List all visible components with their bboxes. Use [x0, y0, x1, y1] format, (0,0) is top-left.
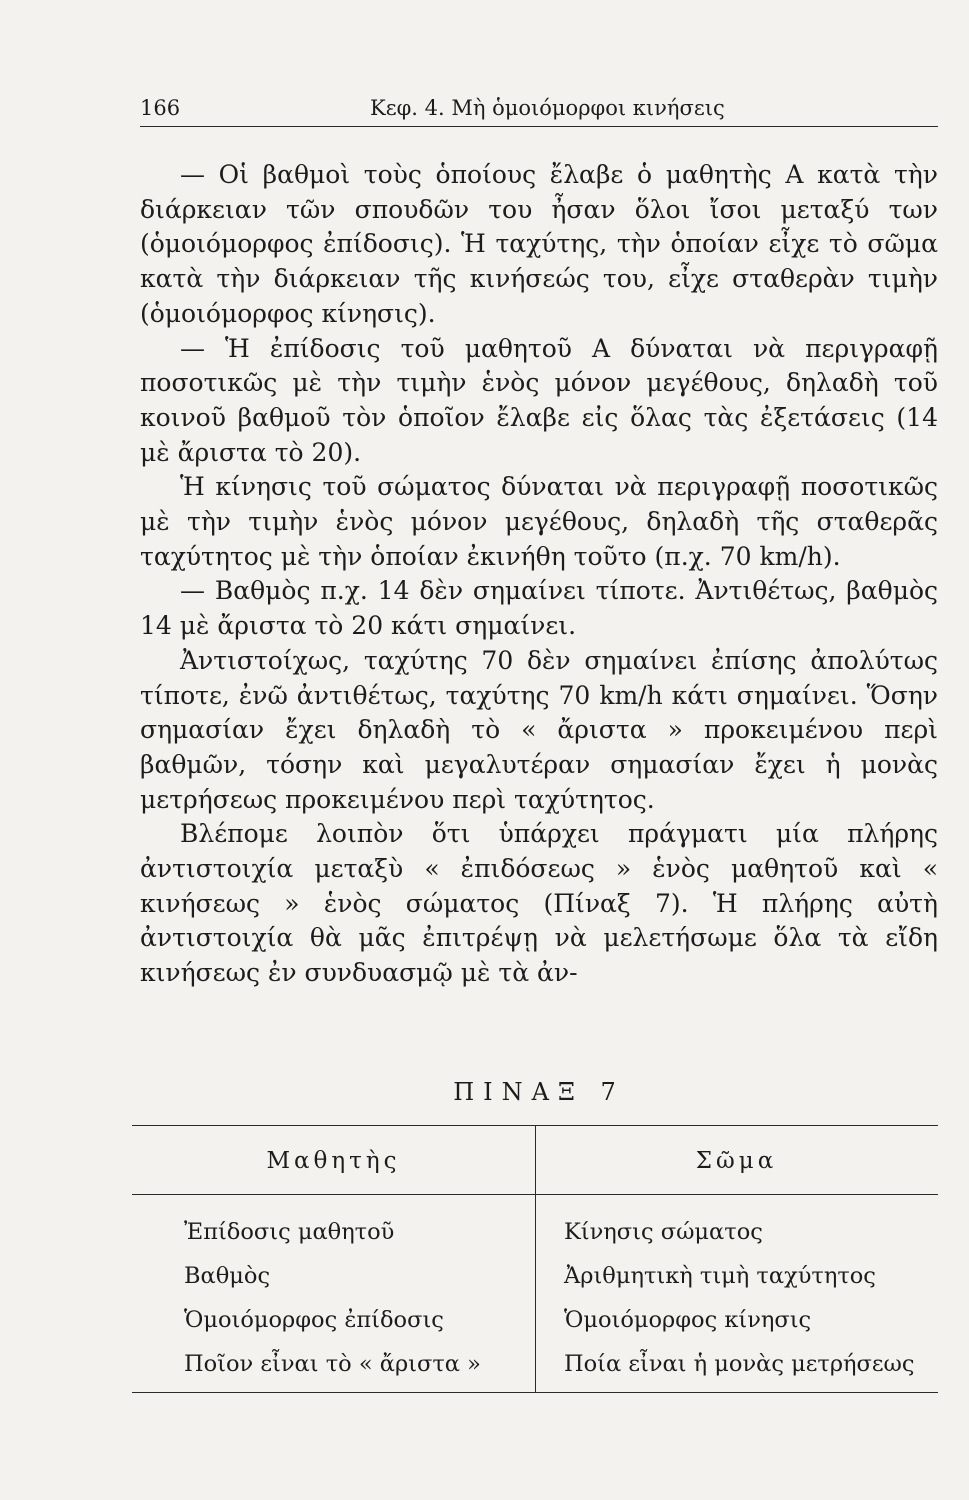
paragraph-block-1: [140, 158, 938, 991]
header-separator: [132, 1194, 938, 1195]
table-cell: Κίνησις σώματος: [564, 1219, 763, 1245]
paragraph: Ἡ κίνησις τοῦ σώματος δύναται νὰ περιγραφῇ ποσοτικῶς μὲ τὴν τιμὴν ἑνὸς μόνον μεγέθους, δηλαδὴ τῆς σταθερᾶς ταχύτητος μὲ τὴν ὁποίαν ἐκινήθη τοῦτο (π.χ. 70 km/h).: [140, 472, 938, 571]
paragraph: — Βαθμὸς π.χ. 14 δὲν σημαίνει τίποτε. Ἀντιθέτως, βαθμὸς 14 μὲ ἄριστα τὸ 20 κάτι σημαίνει.: [140, 576, 938, 641]
table-cell: Ποῖον εἶναι τὸ « ἄριστα »: [184, 1351, 481, 1377]
table-cell: Ἀριθμητικὴ τιμὴ ταχύτητος: [564, 1263, 876, 1289]
table-title: ΠΙΝΑΞ 7: [453, 1078, 625, 1106]
paragraph: Ἀντιστοίχως, ταχύτης 70 δὲν σημαίνει ἐπίσης ἀπολύτως τίποτε, ἐνῶ ἀντιθέτως, ταχύτης 70 km/h κάτι σημαίνει. Ὅσην σημασίαν ἔχει δηλαδὴ τὸ « ἄριστα » προκειμένου περὶ βαθμῶν, τόσην καὶ μεγαλυτέραν σημασίαν ἔχει ἡ μονὰς μετρήσεως προκειμένου περὶ ταχύτητος.: [140, 645, 938, 814]
table-column-body: [564, 1210, 915, 1386]
running-title: Κεφ. 4. Μὴ ὁμοιόμορφοι κινήσεις: [370, 96, 725, 120]
table-cell: Ἐπίδοσις μαθητοῦ: [184, 1219, 395, 1245]
table-cell: Βαθμὸς: [184, 1263, 271, 1289]
table-cell: Ποία εἶναι ἡ μονὰς μετρήσεως: [564, 1351, 915, 1377]
page-header: [140, 96, 938, 127]
page-number: 166: [140, 96, 181, 120]
paragraph: — Ἡ ἐπίδοσις τοῦ μαθητοῦ Α δύναται νὰ περιγραφῇ ποσοτικῶς μὲ τὴν τιμὴν ἑνὸς μόνον μεγέθους, δηλαδὴ τοῦ κοινοῦ βαθμοῦ τὸν ὁποῖον ἔλαβε εἰς ὅλας τὰς ἐξετάσεις (14 μὲ ἄριστα τὸ 20).: [140, 333, 938, 467]
table-cell: Ὁμοιόμορφος κίνησις: [564, 1307, 812, 1333]
paragraph: Βλέπομε λοιπὸν ὅτι ὑπάρχει πράγματι μία πλήρης ἀντιστοιχία μεταξὺ « ἐπιδόσεως » ἑνὸς μαθητοῦ καὶ « κινήσεως » ἑνὸς σώματος (Πίναξ 7). Ἡ πλήρης αὐτὴ ἀντιστοιχία θὰ μᾶς ἐπιτρέψῃ νὰ μελετήσωμε ὅλα τὰ εἴδη κινήσεως ἐν συνδυασμῷ μὲ τὰ ἀν-: [140, 819, 938, 988]
table-header-body: Σῶμα: [695, 1148, 778, 1174]
paragraph: — Οἱ βαθμοὶ τοὺς ὁποίους ἔλαβε ὁ μαθητὴς Α κατὰ τὴν διάρκειαν τῶν σπουδῶν του ἦσαν ὅλοι ἴσοι μεταξύ των (ὁμοιόμορφος ἐπίδοσις). Ἡ ταχύτης, τὴν ὁποίαν εἶχε τὸ σῶμα κατὰ τὴν διάρκειαν τῆς κινήσεώς του, εἶχε σταθερὰν τιμὴν (ὁμοιόμορφος κίνησις).: [140, 160, 938, 328]
comparison-table: [132, 1125, 938, 1393]
table-cell: Ὁμοιόμορφος ἐπίδοσις: [184, 1307, 444, 1333]
table-column-student: [184, 1210, 481, 1386]
table-header-student: Μαθητὴς: [266, 1148, 401, 1174]
